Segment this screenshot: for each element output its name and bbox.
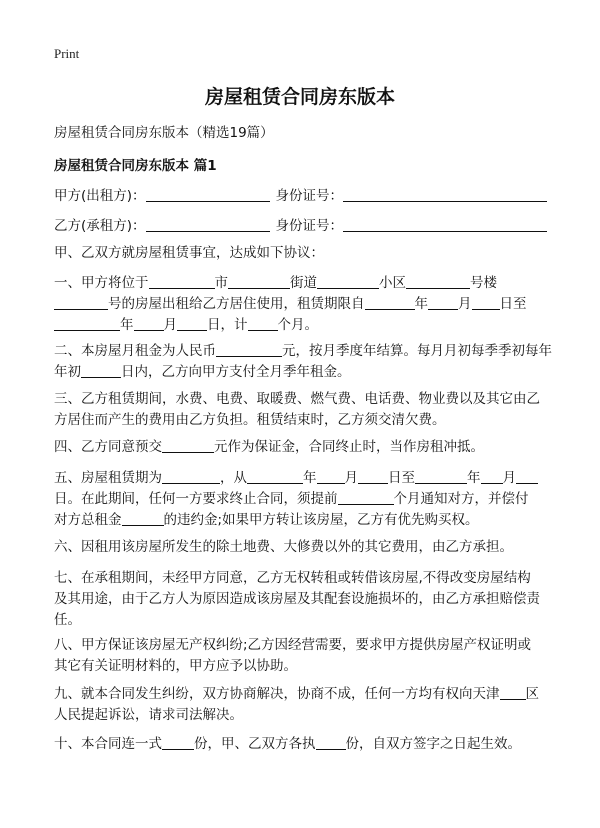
party-a-id-blank [343,186,547,202]
blank [358,468,388,484]
blank [338,489,394,505]
party-b-name-blank [146,216,270,232]
clause1-text: 号的房屋出租给乙方居住使用，租赁期限自 [108,296,365,312]
blank [216,341,282,357]
clause10-text: 份，自双方签字之日起生效。 [345,736,521,752]
blank [406,273,470,289]
clause1-text: 一、甲方将位于 [54,275,149,291]
clause5-text: 日至 [388,470,415,486]
clause5-text: 五、房屋租赁期为 [54,470,162,486]
clause2-text: 年初 [54,364,81,380]
clause3-line: 三、乙方租赁期间，水费、电费、取暖费、燃气费、电话费、物业费以及其它由乙 [54,391,540,407]
clause5-text: 的违约金;如果甲方转让该房屋，乙方有优先购买权。 [163,512,479,528]
clause10-text: 十、本合同连一式 [54,736,162,752]
clause7-line: 及其用途，由于乙方人为原因造成该房屋及其配套设施损坏的，由乙方承担赔偿责 [54,591,540,607]
blank [516,468,538,484]
clause1-text: 年 [414,296,428,312]
clause-7 [54,568,554,631]
party-a-label: 甲方(出租方)： [54,188,146,204]
blank [54,294,108,310]
clause7-line: 七、在承租期间，未经甲方同意，乙方无权转租或转借该房屋,不得改变房屋结构 [54,570,531,586]
party-b-line [54,214,547,234]
clause4-text: 元作为保证金，合同终止时，当作房租冲抵。 [214,439,484,455]
clause2-text: 二、本房屋月租金为人民币 [54,343,216,359]
blank [317,273,379,289]
intro-text: 甲、乙双方就房屋租赁事宜，达成如下协议： [54,245,324,261]
party-a-name-blank [146,186,270,202]
blank [415,468,467,484]
clause1-text: 月 [458,296,472,312]
blank [317,468,345,484]
blank [162,437,214,453]
clause2-text: 元，按月季度年结算。每月月初每季季初每年 [282,343,552,359]
clause-1 [54,273,554,336]
party-b-label: 乙方(承租方)： [54,218,146,234]
clause5-text: 年 [467,470,481,486]
clause7-line: 任。 [54,612,81,628]
clause1-text: 街道 [290,275,317,291]
clause-5 [54,468,554,531]
print-link[interactable]: Print [54,46,80,61]
party-b-id-label: 身份证号： [275,218,344,234]
party-a-id-label: 身份证号： [275,188,344,204]
blank [162,734,194,750]
clause1-text: 月 [163,317,177,333]
blank [122,510,164,526]
clause8-line: 其它有关证明材料的，甲方应予以协助。 [54,658,297,674]
clause1-text: 年 [120,317,134,333]
party-a-line [54,184,547,204]
clause1-text: 个月。 [277,317,318,333]
blank [365,294,415,310]
section-heading: 房屋租赁合同房东版本 篇1 [54,158,217,174]
clause9-text: 九、就本合同发生纠纷，双方协商解决，协商不成，任何一方均有权向天津 [54,686,500,702]
clause-9 [54,684,554,726]
blank [228,273,290,289]
clause-8 [54,635,554,677]
blank [81,362,121,378]
clause-3 [54,389,554,431]
clause3-line: 方居住而产生的费用由乙方负担。租赁结束时，乙方须交清欠费。 [54,412,446,428]
clause5-text: 对方总租金 [54,512,122,528]
blank [428,294,458,310]
clause1-text: 日至 [499,296,527,312]
agreement-intro [54,243,554,264]
clause-6 [54,537,554,558]
clause2-text: 日内，乙方向甲方支付全月季年租金。 [121,364,351,380]
blank [500,684,526,700]
blank [247,468,303,484]
blank [162,468,220,484]
clause-4 [54,437,554,458]
blank [481,468,503,484]
clause5-text: 年 [303,470,317,486]
clause5-text: 日。在此期间，任何一方要求终止合同，须提前 [54,491,338,507]
clause1-text: 日，计 [207,317,248,333]
clause5-text: ，从 [220,470,247,486]
clause10-text: 份，甲、乙双方各执 [194,736,316,752]
blank [134,315,164,331]
clause1-text: 市 [214,275,228,291]
clause4-text: 四、乙方同意预交 [54,439,162,455]
clause5-text: 月 [502,470,516,486]
document-subtitle: 房屋租赁合同房东版本（精选19篇） [54,125,274,141]
clause-2 [54,341,554,383]
clause5-text: 个月通知对方，并偿付 [393,491,529,507]
document-title: 房屋租赁合同房东版本 [204,86,395,108]
clause1-text: 号楼 [470,275,497,291]
blank [54,315,120,331]
clause1-text: 小区 [379,275,406,291]
blank [316,734,346,750]
blank [472,294,500,310]
blank [177,315,207,331]
clause8-line: 八、甲方保证该房屋无产权纠纷;乙方因经营需要，要求甲方提供房屋产权证明或 [54,637,532,653]
clause-10 [54,734,554,755]
clause9-text: 区 [525,686,539,702]
party-b-id-blank [343,216,547,232]
clause6-line: 六、因租用该房屋所发生的除土地费、大修费以外的其它费用，由乙方承担。 [54,539,513,555]
blank [149,273,215,289]
clause9-text: 人民提起诉讼，请求司法解决。 [54,707,243,723]
clause5-text: 月 [344,470,358,486]
blank [248,315,278,331]
